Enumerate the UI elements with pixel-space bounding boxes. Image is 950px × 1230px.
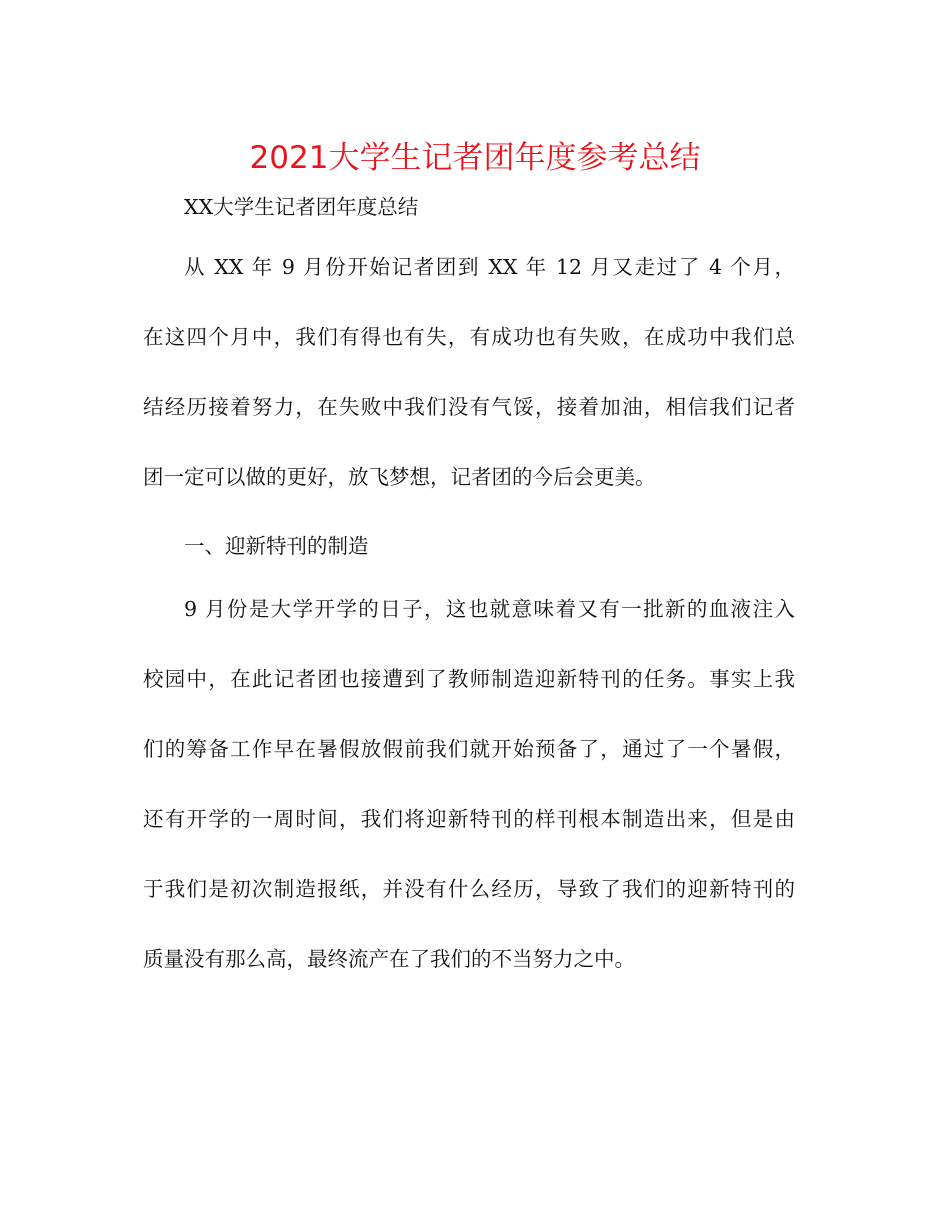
paragraph-1-line: 在这四个月中，我们有得也有失，有成功也有失败，在成功中我们总 [143, 325, 795, 349]
paragraph-1-line: 结经历接着努力，在失败中我们没有气馁，接着加油，相信我们记者 [143, 395, 795, 419]
paragraph-2-line: 于我们是初次制造报纸，并没有什么经历，导致了我们的迎新特刊的 [143, 877, 795, 901]
document-subtitle: XX大学生记者团年度总结 [184, 195, 419, 219]
paragraph-2-line: 们的筹备工作早在暑假放假前我们就开始预备了，通过了一个暑假， [143, 737, 795, 761]
paragraph-1-line: 从 XX 年 9 月份开始记者团到 XX 年 12 月又走过了 4 个月， [184, 255, 795, 279]
section-heading: 一、迎新特刊的制造 [184, 534, 369, 558]
document-title: 2021大学生记者团年度参考总结 [249, 140, 701, 176]
paragraph-1 [143, 232, 795, 512]
paragraph-1-line: 团一定可以做的更好，放飞梦想，记者团的今后会更美。 [143, 465, 656, 489]
paragraph-2 [143, 574, 795, 994]
paragraph-2-line: 9 月份是大学开学的日子，这也就意味着又有一批新的血液注入 [184, 597, 795, 621]
paragraph-2-line: 校园中，在此记者团也接遭到了教师制造迎新特刊的任务。事实上我 [143, 667, 795, 691]
paragraph-2-line: 还有开学的一周时间，我们将迎新特刊的样刊根本制造出来，但是由 [143, 807, 795, 831]
paragraph-2-line: 质量没有那么高，最终流产在了我们的不当努力之中。 [143, 947, 635, 971]
